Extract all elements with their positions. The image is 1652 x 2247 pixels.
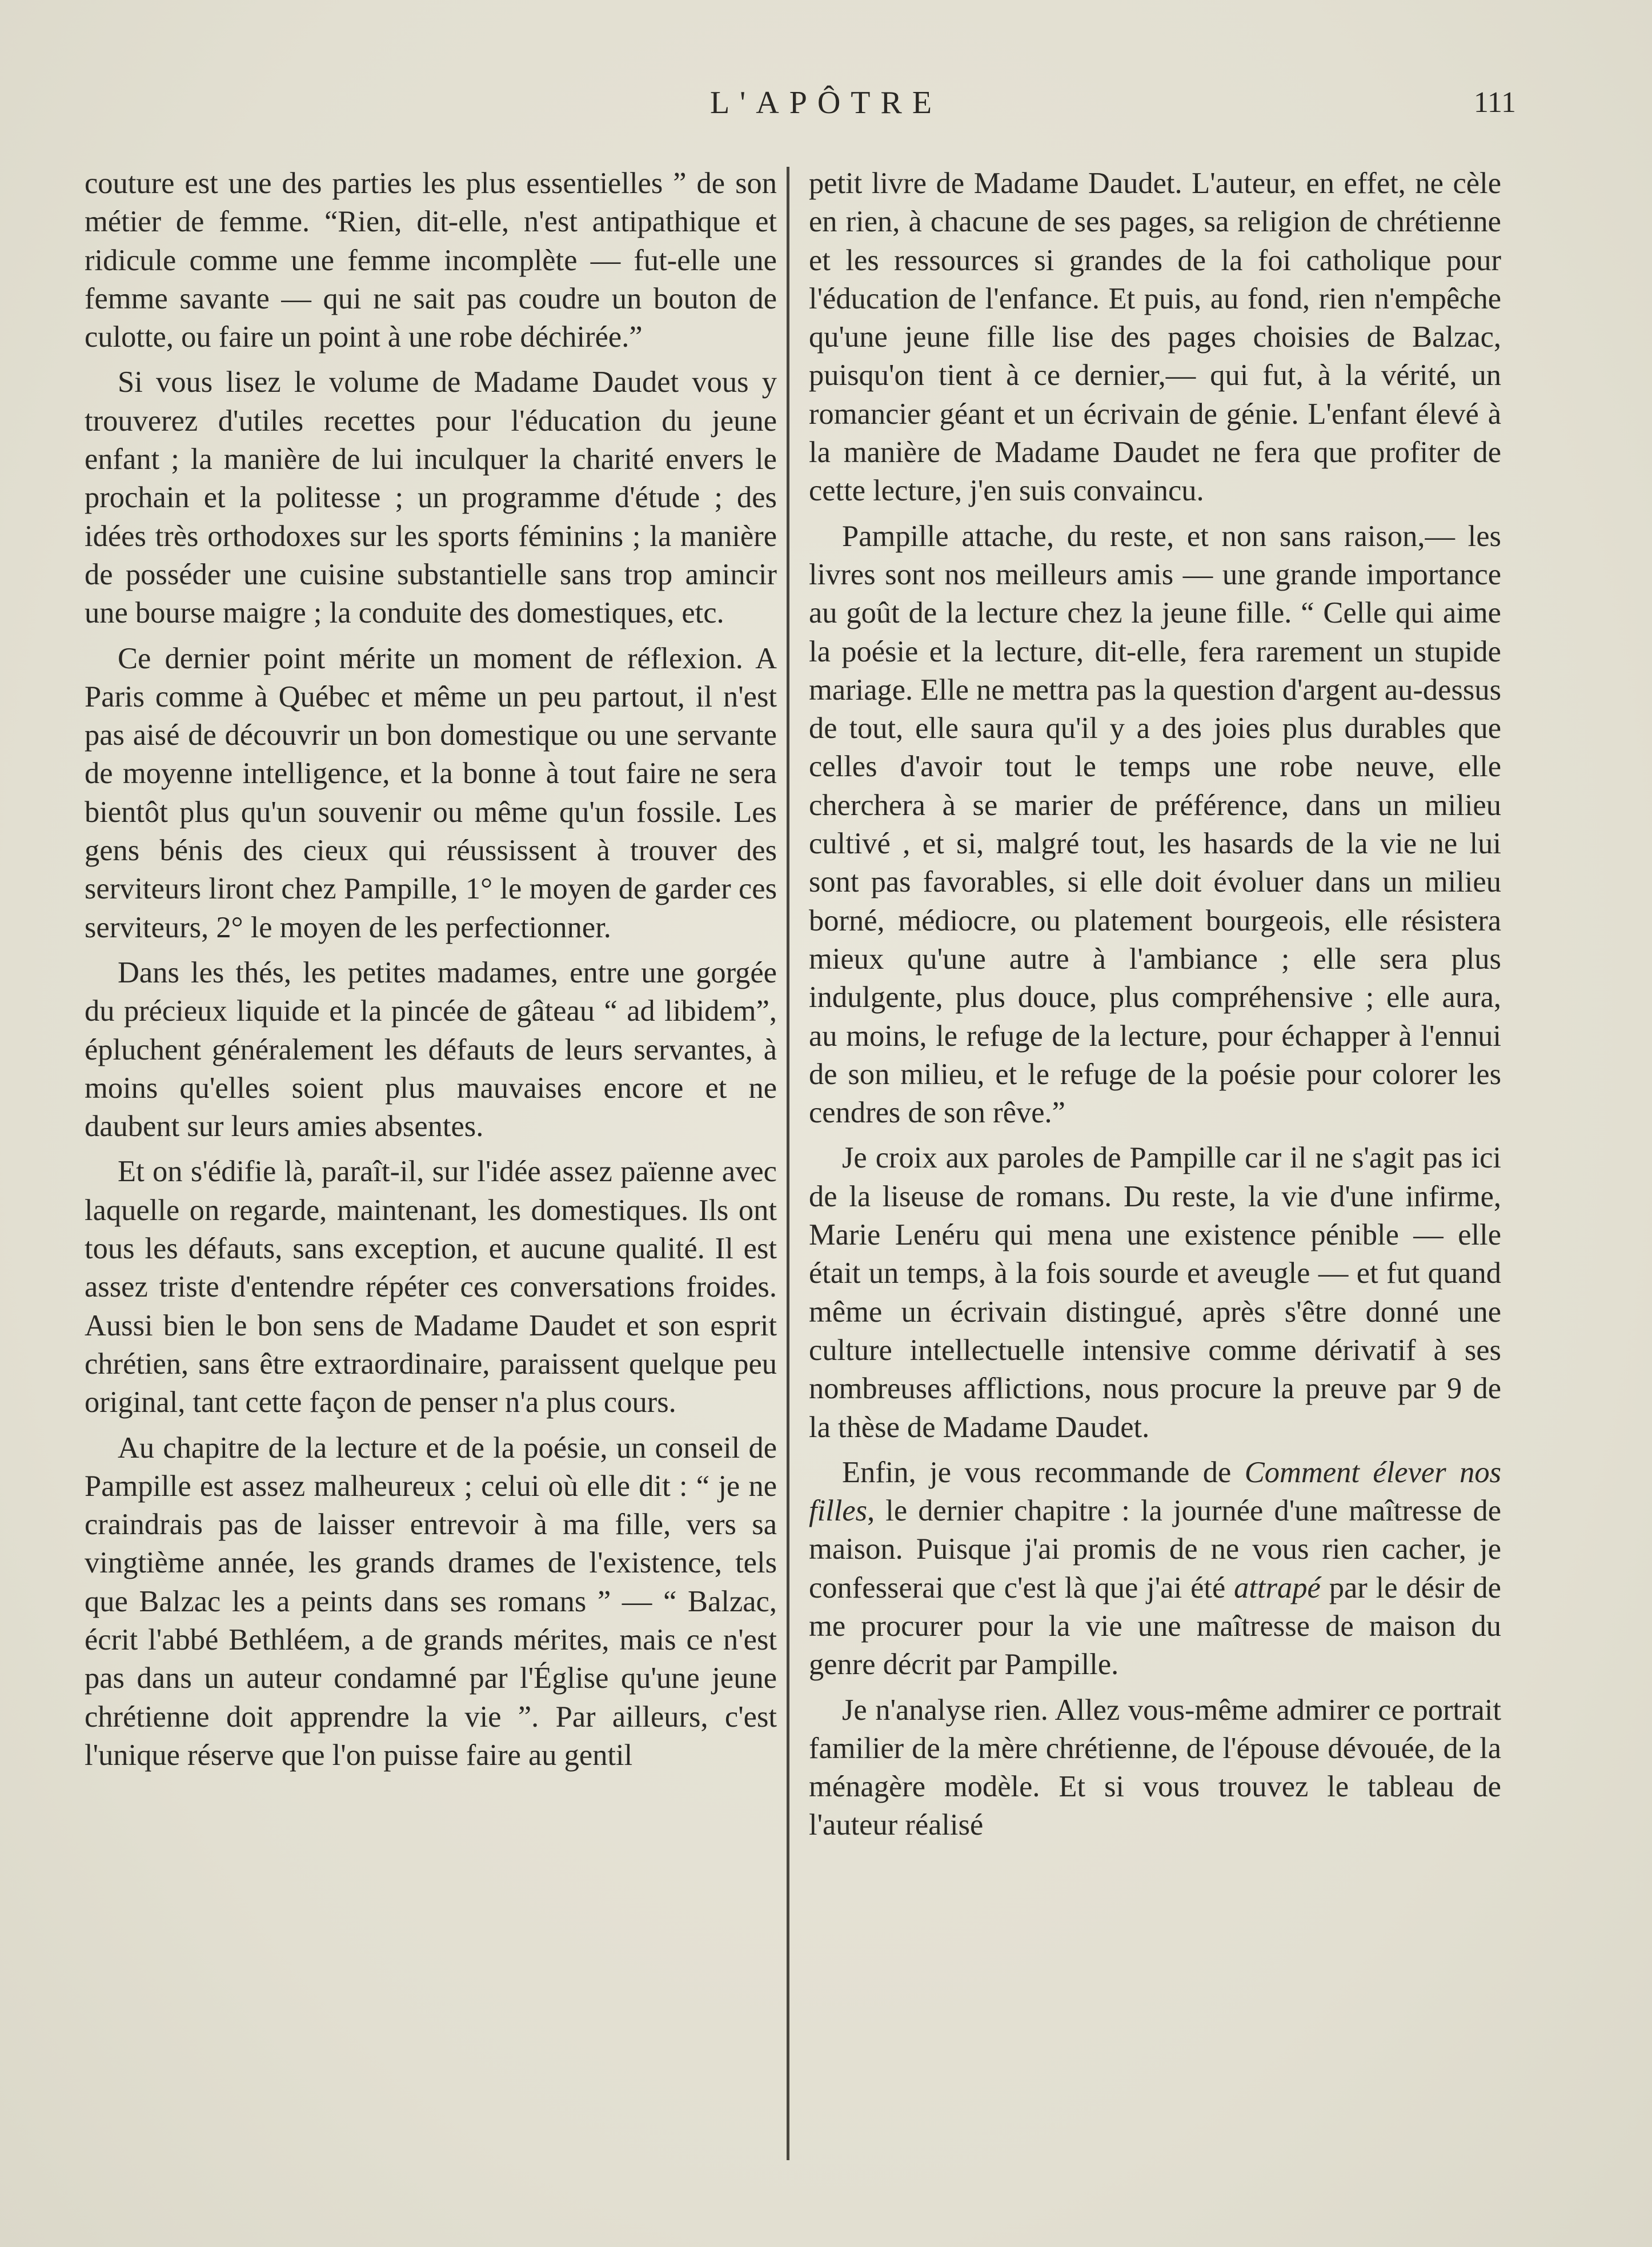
text-run: , le dernier chapitre : la journée d'une maîtresse de maison. Puisque j'ai promis de ne vous rien cacher, je confesserai que c'est là que j'ai été <box>809 1494 1501 1604</box>
paragraph: Dans les thés, les petites madames, entre une gorgée du précieux liquide et la pincée de gâteau “ ad libidem”, épluchent généralement les défauts de leurs servantes, à moins qu'elles soient plus mauvaises encore et ne daubent sur leurs amies absentes. <box>85 956 777 1143</box>
running-head <box>0 85 1652 130</box>
paragraph <box>809 1454 1501 1684</box>
paragraph: petit livre de Madame Daudet. L'auteur, en effet, ne cèle en rien, à chacune de ses pages, sa religion de chrétienne et les ressources si grandes de la foi catholique pour l'éducation de l'enfance. Et puis, au fond, rien n'empêche qu'une jeune fille lise des pages choisies de Balzac, puisqu'on tient à ce dernier,— qui fut, à la vérité, un romancier géant et un écrivain de génie. L'enfant élevé à la manière de Madame Daudet ne fera que profiter de cette lecture, j'en suis convaincu. <box>809 167 1501 508</box>
page-number: 111 <box>1473 86 1516 119</box>
running-title: L'APÔTRE <box>709 85 943 121</box>
paragraph: Au chapitre de la lecture et de la poésie, un conseil de Pampille est assez malheureux ; celui où elle dit : “ je ne craindrais pas de laisser entrevoir à ma fille, vers sa vingtième année, les grands drames de l'existence, tels que Balzac les a peints dans ses romans ” — “ Balzac, écrit l'abbé Bethléem, a de grands mérites, mais ce n'est pas dans un auteur condamné par l'Église qu'une jeune chrétienne doit apprendre la vie ”. Par ailleurs, c'est l'unique réserve que l'on puisse faire au gentil <box>85 1431 777 1772</box>
column-divider <box>787 167 789 2160</box>
text-run: par le désir de me procurer pour la vie une maîtresse de maison du genre décrit par Pampille. <box>809 1571 1501 1682</box>
book-title: Comment élever nos filles <box>809 1455 1501 1528</box>
left-column <box>85 164 777 1775</box>
paragraph: Ce dernier point mérite un moment de réflexion. A Paris comme à Québec et même un peu partout, il n'est pas aisé de découvrir un bon domestique ou une servante de moyenne intelligence, et la bonne à tout faire ne sera bientôt plus qu'un souvenir ou même qu'un fossile. Les gens bénis des cieux qui réussissent à trouver des serviteurs liront chez Pampille, 1° le moyen de garder ces serviteurs, 2° le moyen de les perfectionner. <box>85 641 777 944</box>
paragraph: Je n'analyse rien. Allez vous-même admirer ce portrait familier de la mère chrétienne, de l'épouse dévouée, de la ménagère modèle. Et si vous trouvez le tableau de l'auteur réalisé <box>809 1693 1501 1842</box>
paragraph: Je croix aux paroles de Pampille car il ne s'agit pas ici de la liseuse de romans. Du reste, la vie d'une infirme, Marie Lenéru qui mena une existence pénible — elle était un temps, à la fois sourde et aveugle — et fut quand même un écrivain distingué, après s'être donné une culture intellectuelle intensive comme dérivatif à ses nombreuses afflictions, nous procure la preuve par 9 de la thèse de Madame Daudet. <box>809 1141 1501 1444</box>
paragraph: Si vous lisez le volume de Madame Daudet vous y trouverez d'utiles recettes pour l'éducation du jeune enfant ; la manière de lui inculquer la charité envers le prochain et la politesse ; un programme d'étude ; des idées très orthodoxes sur les sports féminins ; la manière de posséder une cuisine substantielle sans trop amincir une bourse maigre ; la conduite des domestiques, etc. <box>85 366 777 630</box>
paragraph: Et on s'édifie là, paraît-il, sur l'idée assez païenne avec laquelle on regarde, maintenant, les domestiques. Ils ont tous les défauts, sans exception, et aucune qualité. Il est assez triste d'entendre répéter ces conversations froides. Aussi bien le bon sens de Madame Daudet et son esprit chrétien, sans être extraordinaire, paraissent quelque peu original, tant cette façon de penser n'a plus cours. <box>85 1155 777 1419</box>
paragraph: couture est une des parties les plus essentielles ” de son métier de femme. “Rien, dit-elle, n'est antipathique et ridicule comme une femme incomplète — fut-elle une femme savante — qui ne sait pas coudre un bouton de culotte, ou faire un point à une robe déchirée.” <box>85 167 777 354</box>
text-run: Enfin, je vous recommande de <box>842 1455 1245 1489</box>
italic-word: attrapé <box>1234 1571 1321 1604</box>
paragraph: Pampille attache, du reste, et non sans raison,— les livres sont nos meilleurs amis — une grande importance au goût de la lecture chez la jeune fille. “ Celle qui aime la poésie et la lecture, dit-elle, fera rarement un stupide mariage. Elle ne mettra pas la question d'argent au-dessus de tout, elle saura qu'il y a des joies plus durables que celles d'avoir tout le temps une robe neuve, elle cherchera à se marier de préférence, dans un milieu cultivé , et si, malgré tout, les hasards de la vie ne lui sont pas favorables, si elle doit évoluer dans un milieu borné, médiocre, ou platement bourgeois, elle résistera mieux qu'une autre à l'ambiance ; elle sera plus indulgente, plus douce, plus compréhensive ; elle aura, au moins, le refuge de la lecture, pour échapper à l'ennui de son milieu, et le refuge de la poésie pour colorer les cendres de son rêve.” <box>809 519 1501 1130</box>
right-column <box>809 164 1501 1845</box>
